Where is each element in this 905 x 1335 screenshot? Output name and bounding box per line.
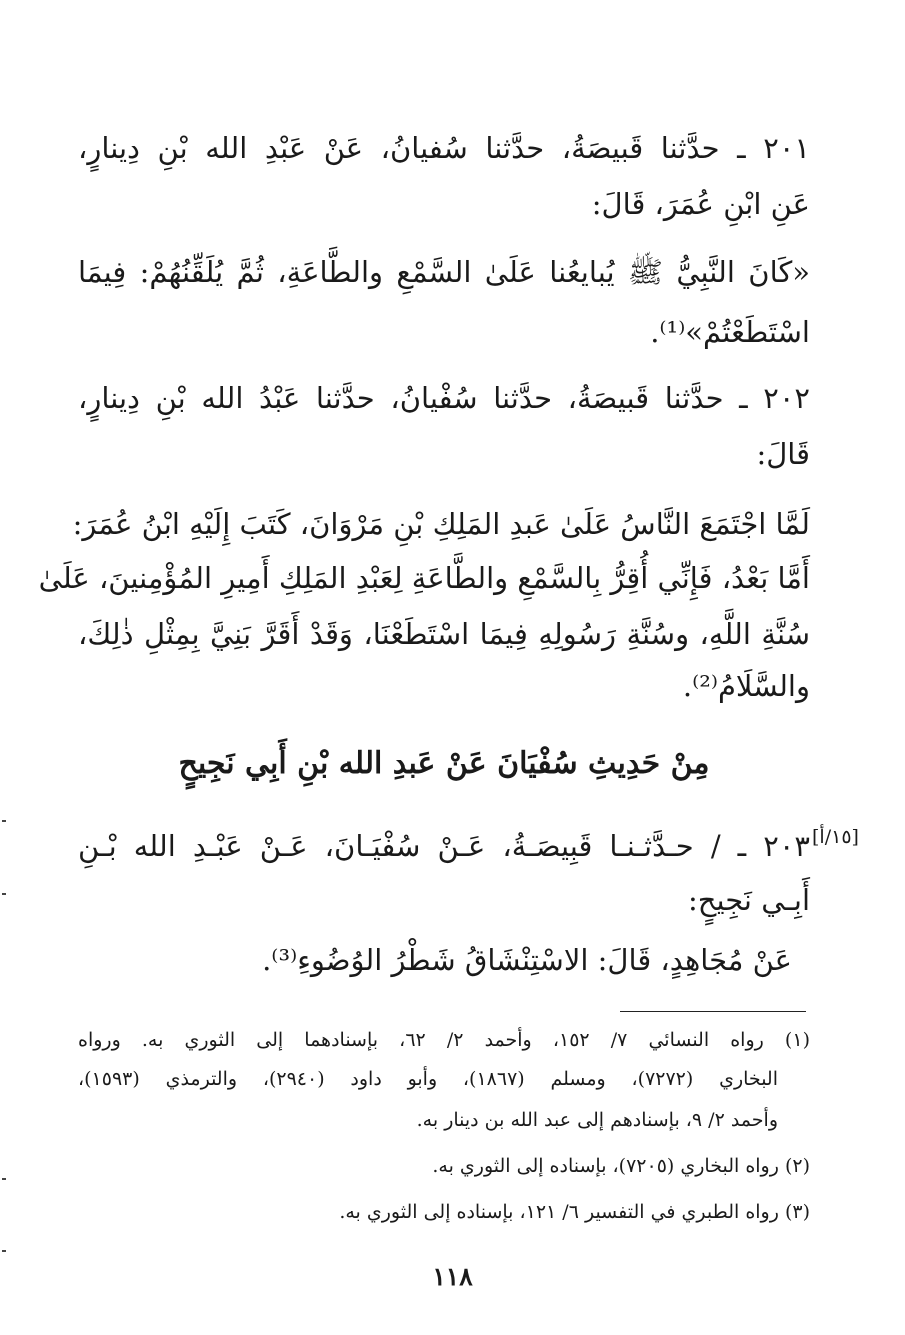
scan-edge-mark (2, 1250, 6, 1252)
hadith-202-line-3: لَمَّا اجْتَمَعَ النَّاسُ عَلَىٰ عَبدِ المَلِكِ بْنِ مَرْوَانَ، كَتَبَ إِلَيْهِ ابْنُ عُمَرَ: (72, 507, 810, 541)
section-heading: مِنْ حَدِيثِ سُفْيَانَ عَنْ عَبدِ الله بْنِ أَبِي نَجِيحٍ (178, 746, 710, 781)
hadith-203-line-3: عَنْ مُجَاهِدٍ، قَالَ: الاسْتِنْشَاقُ شَطْرُ الوُضُوءِ⁽³⁾. (262, 943, 792, 977)
footnote-1-line-1: (١) رواه النسائي ٧/ ١٥٢، وأحمد ٢/ ٦٢، بإسنادهما إلى الثوري به. ورواه (78, 1029, 810, 1051)
hadith-201-line-1: ٢٠١ ـ حدَّثنا قَبيصَةُ، حدَّثنا سُفيانُ، عَنْ عَبْدِ الله بْنِ دِينارٍ، (78, 131, 810, 165)
hadith-203 (78, 824, 810, 994)
scan-edge-mark (2, 1178, 6, 1180)
hadith-202-line-2: قَالَ: (756, 437, 810, 471)
hadith-202-line-5: سُنَّةِ اللَّهِ، وسُنَّةِ رَسُولِهِ فِيمَا اسْتَطَعْنَا، وَقَدْ أَقَرَّ بَنِيَّ بِمِثْلِ ذٰلِكَ، (78, 617, 810, 651)
hadith-203-line-2: أَبِـي نَجِيحٍ: (687, 883, 810, 917)
hadith-201 (78, 126, 810, 356)
scan-edge-mark (2, 893, 6, 895)
hadith-202-line-6: والسَّلَامُ⁽²⁾. (682, 669, 810, 703)
footnote-1-line-2: البخاري (٧٢٧٢)، ومسلم (١٨٦٧)، وأبو داود (٢٩٤٠)، والترمذي (١٥٩٣)، (78, 1068, 778, 1090)
hadith-201-line-4: اسْتَطَعْتُمْ»⁽¹⁾. (650, 315, 810, 349)
hadith-201-line-2: عَنِ ابْنِ عُمَرَ، قَالَ: (591, 187, 810, 221)
manuscript-folio-reference: [١٥/أ] (812, 826, 859, 848)
footnote-3: (٣) رواه الطبري في التفسير ٦/ ١٢١، بإسناده إلى الثوري به. (339, 1201, 810, 1223)
hadith-202-line-4: أَمَّا بَعْدُ، فَإِنِّي أُقِرُّ بِالسَّمْعِ والطَّاعَةِ لِعَبْدِ المَلِكِ أَمِيرِ المُؤْمِنينَ، عَلَىٰ (38, 561, 810, 595)
page-number: ١١٨ (432, 1262, 473, 1291)
footnote-separator (620, 1011, 806, 1012)
hadith-202 (38, 376, 810, 706)
hadith-203-line-1: ٢٠٣ ـ / حـدَّثـنـا قَبِيصَـةُ، عَـنْ سُفْيَـانَ، عَـنْ عَبْـدِ الله بْـنِ (78, 829, 810, 863)
scan-edge-mark (2, 820, 6, 822)
footnote-2: (٢) رواه البخاري (٧٢٠٥)، بإسناده إلى الثوري به. (432, 1155, 810, 1177)
hadith-202-line-1: ٢٠٢ ـ حدَّثنا قَبيصَةُ، حدَّثنا سُفْيانُ، حدَّثنا عَبْدُ الله بْنِ دِينارٍ، (78, 381, 810, 415)
footnote-1-line-3: وأحمد ٢/ ٩، بإسنادهم إلى عبد الله بن دينار به. (416, 1109, 778, 1131)
hadith-201-line-3: «كَانَ النَّبِيُّ ﷺ يُبايعُنا عَلَىٰ السَّمْعِ والطَّاعَةِ، ثُمَّ يُلَقِّنُهُمْ: فِيمَا (78, 255, 810, 289)
